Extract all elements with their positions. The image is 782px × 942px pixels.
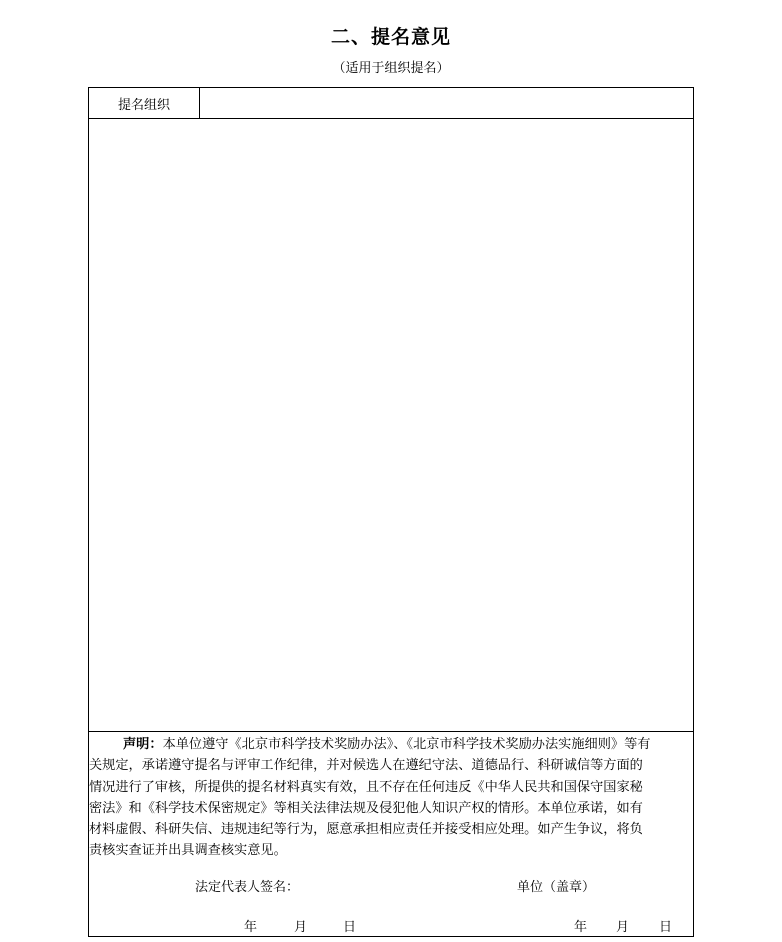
declaration-line: 关规定，承诺遵守提名与评审工作纪律，并对候选人在遵纪守法、道德品行、科研诚信等方面的 (89, 758, 643, 774)
unit-seal-label: 单位（盖章） (517, 880, 596, 895)
org-label: 提名组织 (89, 88, 200, 118)
right-date-day: 日 (659, 920, 673, 935)
declaration-text (89, 732, 693, 862)
declaration-line: 情况进行了审核，所提供的提名材料真实有效，且不存在任何违反《中华人民共和国保守国家秘 (89, 779, 643, 795)
org-value-field[interactable] (200, 88, 693, 118)
nomination-opinion-form (88, 87, 694, 937)
declaration-line: 责核实查证并出具调查核实意见。 (89, 843, 287, 859)
legal-rep-signature-label: 法定代表人签名： (195, 880, 300, 895)
declaration-section (89, 732, 693, 936)
page-subtitle: （适用于组织提名） (332, 61, 450, 76)
left-date-year: 年 (244, 920, 258, 935)
declaration-head: 声明： (123, 737, 163, 752)
declaration-line: 密法》和《科学技术保密规定》等相关法律法规及侵犯他人知识产权的情形。本单位承诺，如有 (89, 800, 643, 816)
left-date-day: 日 (343, 920, 357, 935)
right-date-year: 年 (574, 920, 588, 935)
declaration-line: 材料虚假、科研失信、违规违纪等行为，愿意承担相应责任并接受相应处理。如产生争议，将负 (89, 822, 643, 838)
org-row (89, 88, 693, 119)
right-date-month: 月 (616, 920, 630, 935)
left-date-month: 月 (294, 920, 308, 935)
opinion-text-area[interactable] (89, 119, 693, 732)
page-title: 二、提名意见 (330, 26, 451, 48)
declaration-line: 声明：本单位遵守《北京市科学技术奖励办法》、《北京市科学技术奖励办法实施细则》等有 (123, 737, 651, 752)
